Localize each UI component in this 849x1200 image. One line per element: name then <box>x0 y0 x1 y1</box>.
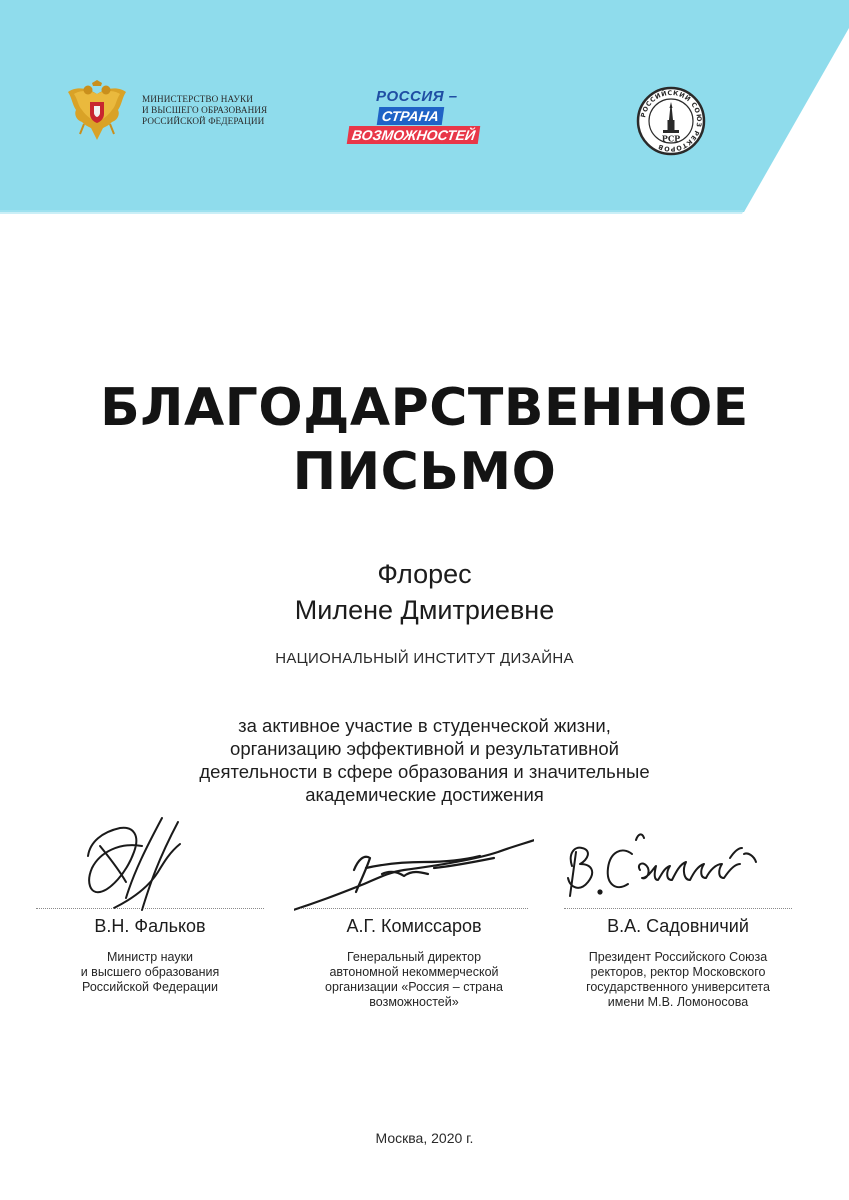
signature-falkov <box>30 812 270 912</box>
signature-sadovnichy <box>558 812 798 912</box>
double-headed-eagle-icon <box>66 80 128 146</box>
document-title <box>0 376 849 504</box>
signatory-name: В.Н. Фальков <box>94 916 206 936</box>
signatory-role-line: Российской Федерации <box>82 980 218 994</box>
signatory-sadovnichy <box>558 812 798 1032</box>
signature-line <box>36 908 264 909</box>
russia-logo-line1: РОССИЯ – <box>376 88 458 105</box>
city-date: Москва, 2020 г. <box>375 1130 474 1146</box>
document-title-line: БЛАГОДАРСТВЕННОЕ <box>100 378 749 438</box>
recipient-surname: Флорес <box>377 559 472 589</box>
signatory-role-line: имени М.В. Ломоносова <box>607 995 749 1009</box>
award-reason-line: академические достижения <box>305 784 544 805</box>
signatory-role-line: автономной некоммерческой <box>329 965 499 979</box>
signatory-role-line: Президент Российского Союза <box>588 950 768 964</box>
signatory-role-line: ректоров, ректор Московского <box>590 965 766 979</box>
ministry-name-line: МИНИСТЕРСТВО НАУКИ <box>142 94 253 104</box>
ministry-name-line: РОССИЙСКОЙ ФЕДЕРАЦИИ <box>142 116 265 126</box>
russia-logo-line2: СТРАНА <box>377 107 444 125</box>
institution-name: НАЦИОНАЛЬНЫЙ ИНСТИТУТ ДИЗАЙНА <box>275 650 574 667</box>
award-reason-line: организацию эффективной и результативной <box>230 738 619 759</box>
document-title-line: ПИСЬМО <box>292 442 557 502</box>
award-reason <box>0 714 849 806</box>
russia-logo-line3: ВОЗМОЖНОСТЕЙ <box>347 126 481 144</box>
signatory-role <box>294 950 534 1010</box>
signatory-role-line: организации «Россия – страна <box>325 980 503 994</box>
signatory-name: В.А. Садовничий <box>607 916 749 936</box>
ministry-name <box>142 94 282 127</box>
award-reason-line: деятельности в сфере образования и значительные <box>199 761 650 782</box>
signature-line <box>564 908 792 909</box>
ministry-logo <box>66 80 266 146</box>
signatory-komissarov <box>294 812 534 1032</box>
rsr-seal-abbr: РСР <box>661 133 681 144</box>
russia-land-of-opportunity-logo <box>346 86 506 150</box>
signatory-role-line: государственного университета <box>586 980 770 994</box>
signatory-role-line: и высшего образования <box>80 965 220 979</box>
signatory-name: А.Г. Комиссаров <box>346 916 482 936</box>
signatory-role-line: Генеральный директор <box>346 950 482 964</box>
rsr-seal-ring-text: РОССИЙСКИЙ СОЮЗ РЕКТОРОВ <box>639 88 704 154</box>
recipient-name <box>0 556 849 628</box>
signatory-role <box>30 950 270 995</box>
signatory-role <box>558 950 798 1010</box>
recipient-given-name: Милене Дмитриевне <box>294 595 555 625</box>
signature-line <box>300 908 528 909</box>
signatory-role-line: возможностей» <box>369 995 459 1009</box>
ministry-name-line: И ВЫСШЕГО ОБРАЗОВАНИЯ <box>142 105 268 115</box>
signatory-falkov <box>30 812 270 1032</box>
signatory-role-line: Министр науки <box>106 950 194 964</box>
rsr-seal-icon <box>636 86 706 156</box>
signature-komissarov <box>294 812 534 912</box>
award-reason-line: за активное участие в студенческой жизни, <box>238 715 611 736</box>
